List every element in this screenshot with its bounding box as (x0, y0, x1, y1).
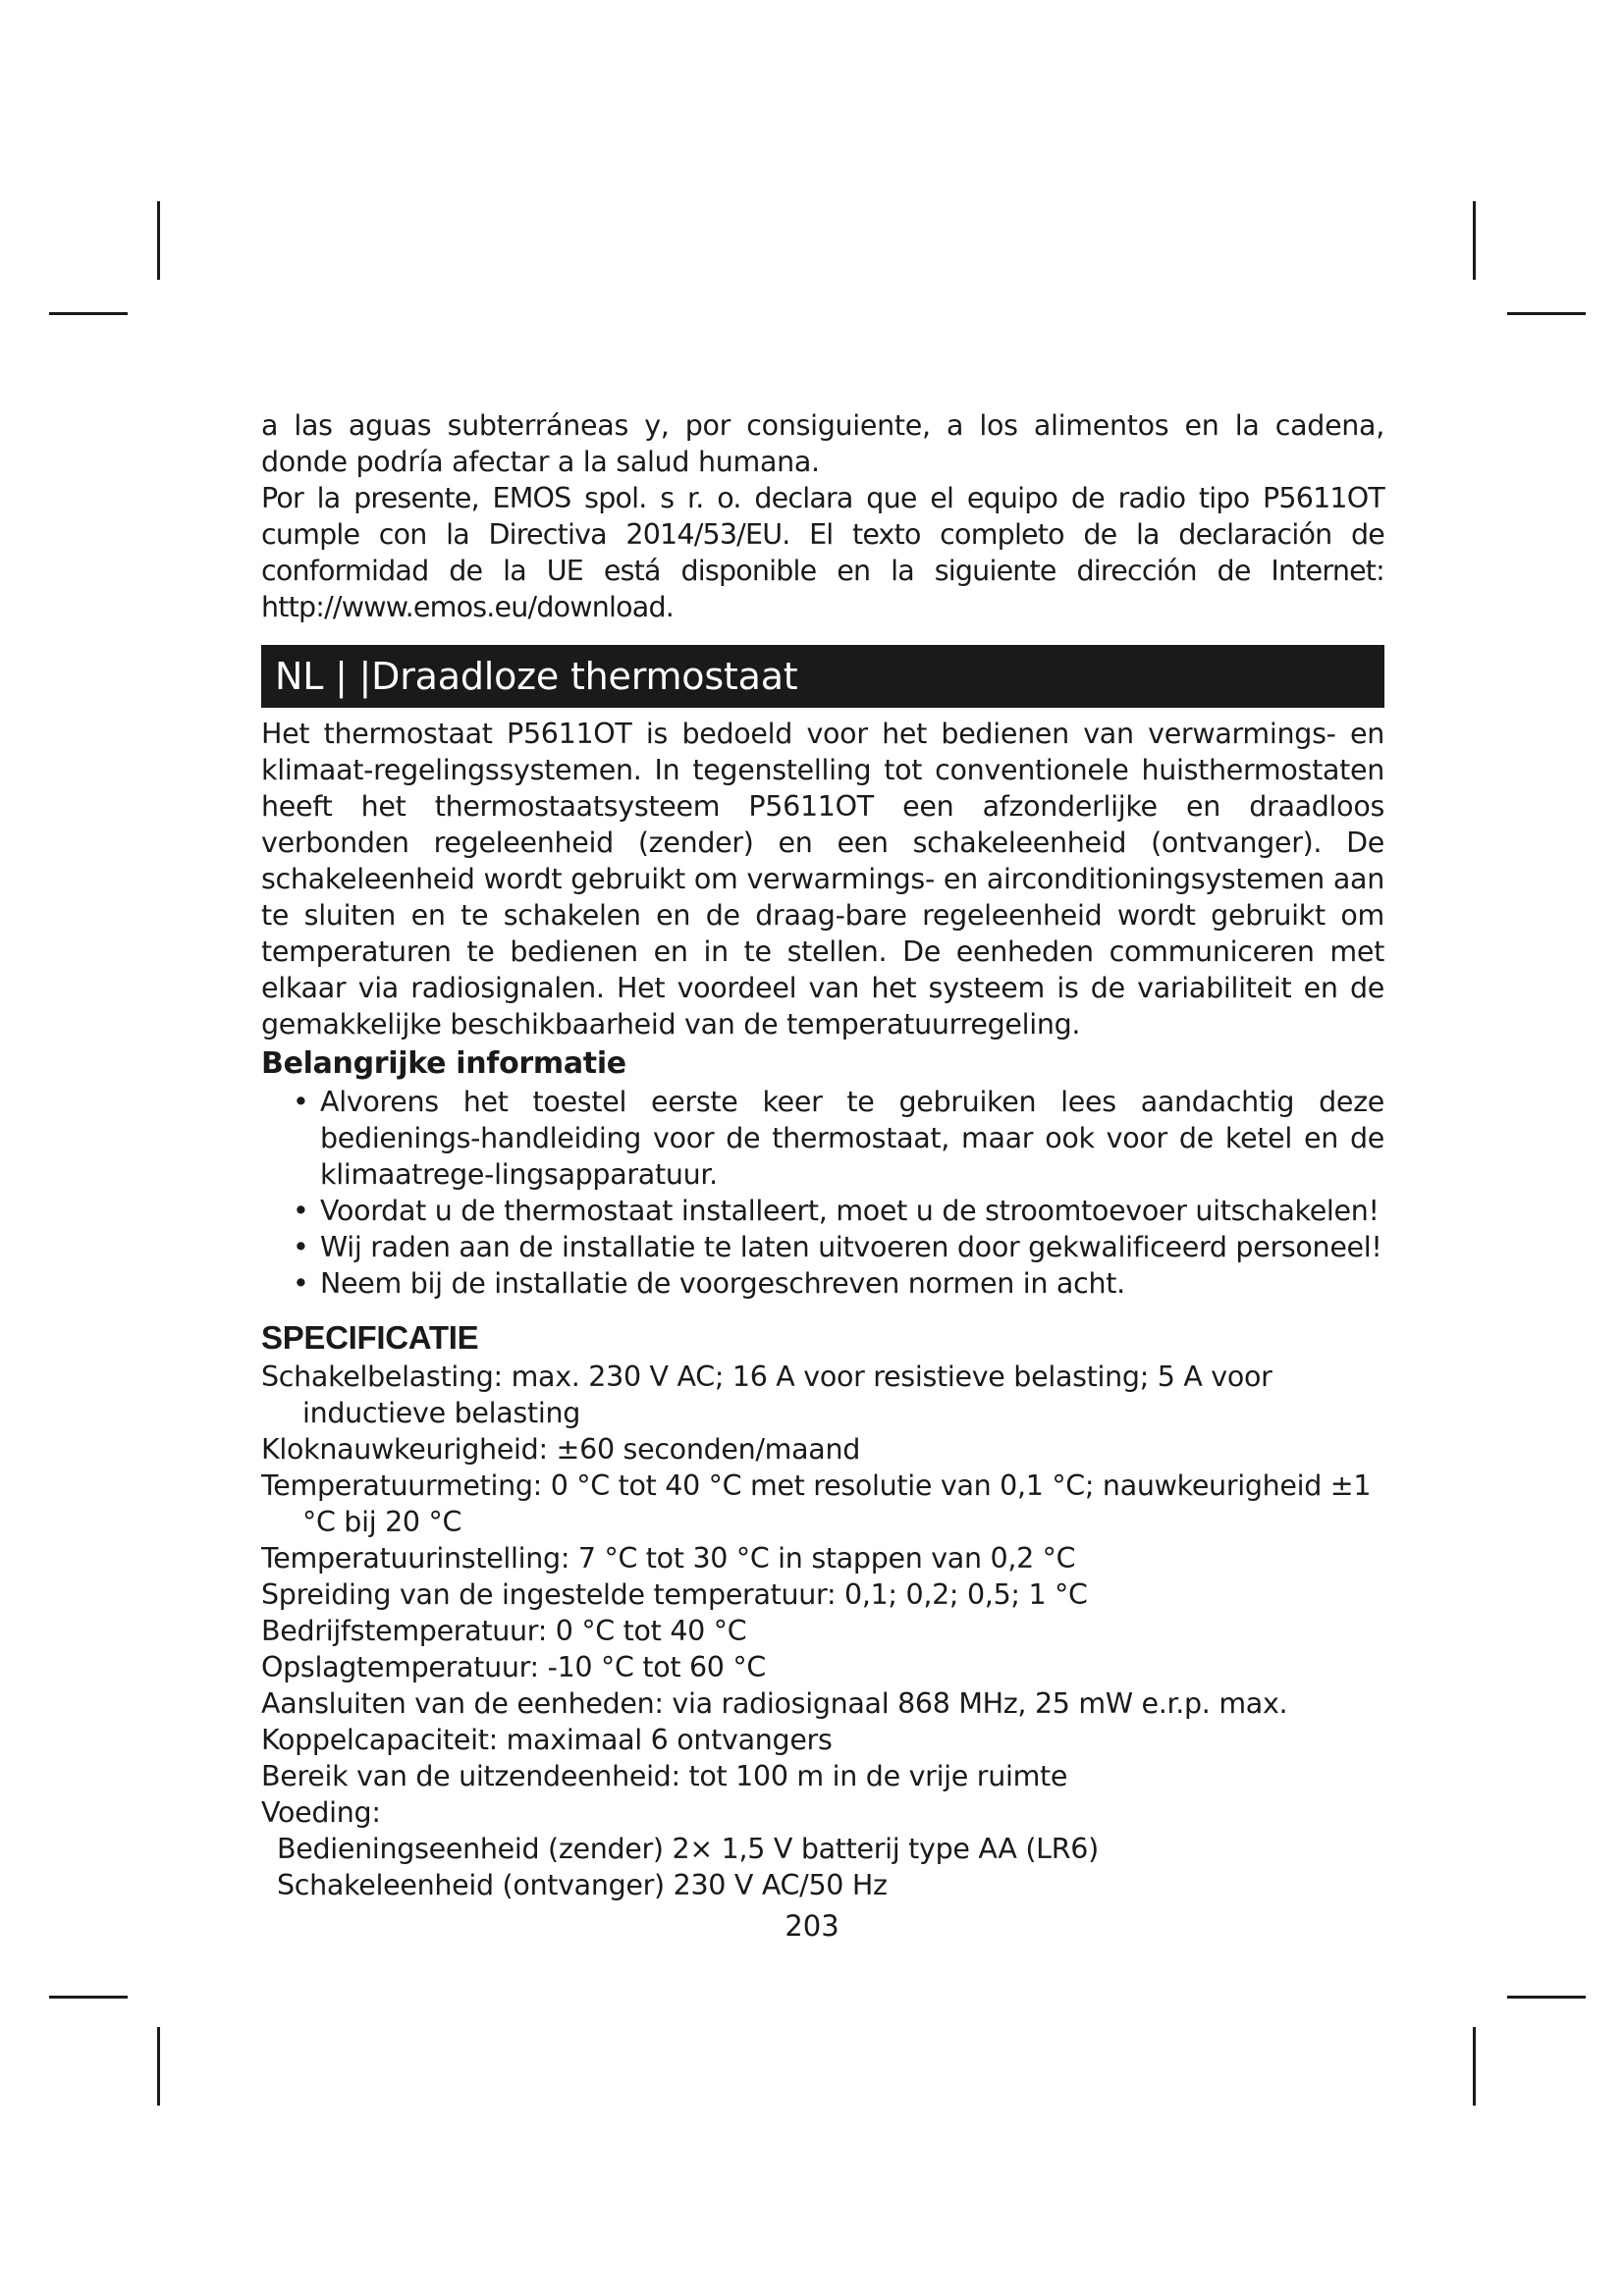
crop-mark-top-left-horizontal (49, 312, 128, 315)
spec-transmitter-range: Bereik van de uitzendeenheid: tot 100 m in de vrije ruimte (261, 1760, 1068, 1792)
list-item: • Wij raden aan de installatie te laten uitvoeren door gekwalificeerd personeel! (293, 1231, 1382, 1263)
spanish-paragraph-disposal: a las aguas subterráneas y, por consiguiente, a los alimentos en la cadena, donde podría afectar a la salud humana. (261, 409, 1384, 478)
spec-temperature-setting: Temperatuurinstelling: 7 °C tot 30 °C in stappen van 0,2 °C (261, 1542, 1076, 1575)
spanish-paragraph-declaration: Por la presente, EMOS spol. s r. o. declara que el equipo de radio tipo P5611OT cumple con la Directiva 2014/53/EU. El texto completo de la declaración de conformidad de la UE está disponible en la siguiente dirección de Internet: http://www.emos.eu/download. (261, 482, 1384, 623)
important-info-heading: Belangrijke informatie (261, 1046, 626, 1081)
spec-storage-temperature: Opslagtemperatuur: -10 °C tot 60 °C (261, 1651, 766, 1683)
crop-mark-top-right-horizontal (1507, 312, 1586, 315)
crop-mark-top-left-vertical (157, 201, 160, 280)
spec-unit-connection: Aansluiten van de eenheden: via radiosignaal 868 MHz, 25 mW e.r.p. max. (261, 1687, 1288, 1720)
crop-mark-bottom-right-horizontal (1507, 1996, 1586, 1999)
spec-temperature-measurement: Temperatuurmeting: 0 °C tot 40 °C met resolutie van 0,1 °C; nauwkeurigheid ±1 °C bij 20 °C (261, 1469, 1372, 1538)
crop-mark-bottom-left-horizontal (49, 1996, 128, 1999)
page-number: 203 (785, 1909, 839, 1943)
spec-supply-receiver: Schakeleenheid (ontvanger) 230 V AC/50 Hz (277, 1869, 888, 1901)
bullet-icon: • (293, 1231, 309, 1263)
bullet-icon: • (293, 1195, 309, 1227)
section-title-bar: NL | |Draadloze thermostaat (261, 645, 1384, 708)
spec-pairing-capacity: Koppelcapaciteit: maximaal 6 ontvangers (261, 1724, 833, 1756)
page-content (261, 407, 1384, 1903)
spec-supply-transmitter: Bedieningseenheid (zender) 2× 1,5 V batterij type AA (LR6) (277, 1833, 1099, 1865)
list-item: • Voordat u de thermostaat installeert, moet u de stroomtoevoer uitschakelen! (293, 1195, 1380, 1227)
bullet-icon: • (293, 1267, 309, 1300)
spec-clock-accuracy: Kloknauwkeurigheid: ±60 seconden/maand (261, 1433, 861, 1466)
spec-switching-load: Schakelbelasting: max. 230 V AC; 16 A voor resistieve belasting; 5 A voor inductieve belasting (261, 1361, 1272, 1429)
crop-mark-top-right-vertical (1473, 201, 1476, 280)
crop-mark-bottom-right-vertical (1473, 2027, 1476, 2106)
list-item: • Neem bij de installatie de voorgeschreven normen in acht. (293, 1267, 1125, 1300)
spec-temperature-spread: Spreiding van de ingestelde temperatuur: 0,1; 0,2; 0,5; 1 °C (261, 1578, 1088, 1611)
bullet-icon: • (293, 1086, 309, 1118)
specification-heading: SPECIFICATIE (261, 1319, 479, 1356)
intro-paragraph: Het thermostaat P5611OT is bedoeld voor het bedienen van verwarmings- en klimaat-regelingssystemen. In tegenstelling tot conventionele huisthermostaten heeft het thermostaatsysteem P5611OT een afzonderlijke en draadloos verbonden regeleenheid (zender) en een schakeleenheid (ontvanger). De schakeleenheid wordt gebruikt om verwarmings- en airconditioningsystemen aan te sluiten en te schakelen en de draag-bare regeleenheid wordt gebruikt om temperaturen te bedienen en in te stellen. De eenheden communiceren met elkaar via radiosignalen. Het voordeel van het systeem is de variabiliteit en de gemakkelijke beschikbaarheid van de temperatuurregeling. (261, 718, 1384, 1041)
spec-operating-temperature: Bedrijfstemperatuur: 0 °C tot 40 °C (261, 1615, 747, 1647)
important-info-list (261, 1084, 1384, 1302)
crop-mark-bottom-left-vertical (157, 2027, 160, 2106)
section-body (261, 716, 1384, 1903)
spec-power-supply: Voeding: (261, 1796, 381, 1829)
list-item: • Alvorens het toestel eerste keer te gebruiken lees aandachtig deze bedienings-handleiding voor de thermostaat, maar ook voor de ketel en de klimaatrege-lingsapparatuur. (293, 1086, 1384, 1191)
